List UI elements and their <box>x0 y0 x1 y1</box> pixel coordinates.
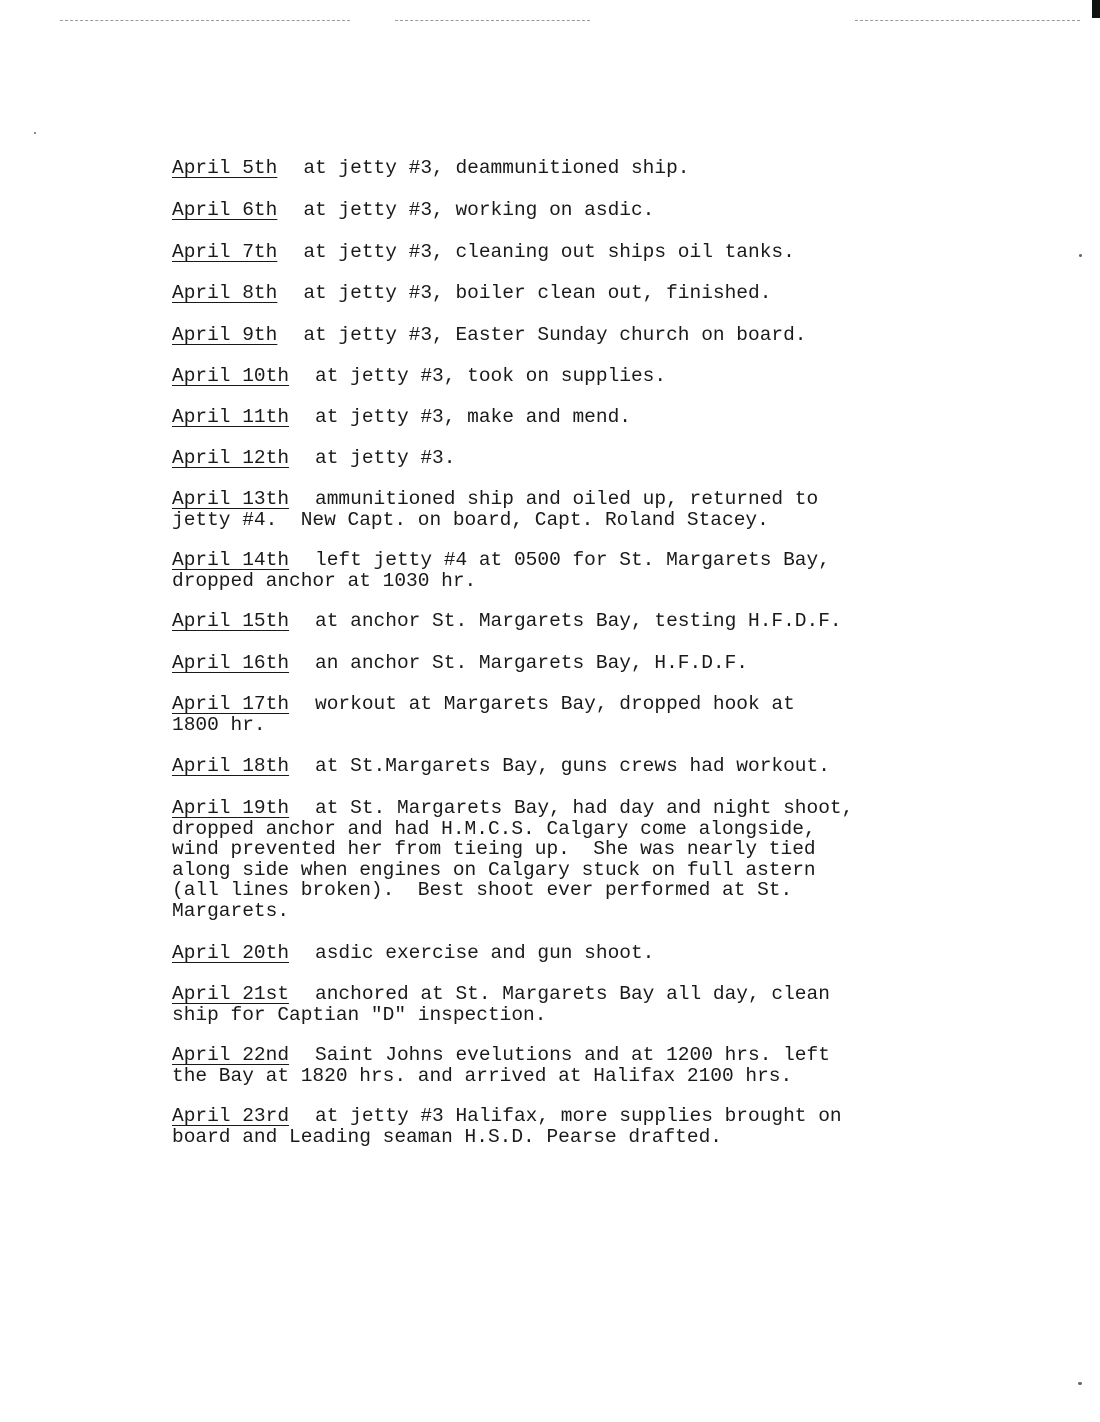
log-entry <box>172 756 830 777</box>
entry-text: at jetty #3, Easter Sunday church on board. <box>303 324 807 346</box>
entry-line <box>172 756 830 777</box>
entry-text: an anchor St. Margarets Bay, H.F.D.F. <box>315 652 749 674</box>
entry-line <box>172 860 853 881</box>
entry-date: April 5th <box>172 157 278 179</box>
entry-line <box>172 366 666 387</box>
entry-line <box>172 325 807 346</box>
log-entry <box>172 1045 830 1086</box>
log-entry <box>172 448 455 469</box>
entry-text: jetty #4. New Capt. on board, Capt. Roland Stacey. <box>172 508 769 531</box>
log-entry <box>172 242 795 263</box>
entry-line <box>172 1045 830 1066</box>
entry-line <box>172 653 748 674</box>
entry-line <box>172 943 654 964</box>
log-entry <box>172 200 654 221</box>
entry-text: at jetty #3, cleaning out ships oil tanks. <box>303 241 795 263</box>
scan-speck <box>1078 1382 1082 1385</box>
scan-speck <box>34 132 36 134</box>
entry-text: asdic exercise and gun shoot. <box>315 942 655 964</box>
log-entry <box>172 798 853 921</box>
entry-date: April 13th <box>172 488 290 510</box>
entry-text: wind prevented her from tieing up. She was nearly tied <box>172 838 816 860</box>
log-entry <box>172 984 830 1025</box>
entry-line <box>172 1066 830 1087</box>
entry-line <box>172 200 654 221</box>
entry-line <box>172 1005 830 1026</box>
entry-text: at jetty #3 Halifax, more supplies brought on <box>315 1105 842 1127</box>
entry-line <box>172 158 690 179</box>
entry-date: April 8th <box>172 282 278 304</box>
scan-edge-line <box>60 20 350 21</box>
entry-text: at jetty #3, took on supplies. <box>315 365 667 387</box>
entry-line <box>172 694 795 715</box>
entry-date: April 16th <box>172 652 290 674</box>
log-entry <box>172 366 666 387</box>
entry-date: April 20th <box>172 942 290 964</box>
entry-line <box>172 571 830 592</box>
entry-date: April 7th <box>172 241 278 263</box>
entry-text: (all lines broken). Best shoot ever performed at St. <box>172 879 793 901</box>
entry-line <box>172 1127 842 1148</box>
log-entry <box>172 943 654 964</box>
entry-text: Margarets. <box>172 899 290 922</box>
log-entry <box>172 158 690 179</box>
entry-line <box>172 510 818 531</box>
entry-text: at jetty #3, working on asdic. <box>303 199 655 221</box>
scan-edge-line <box>855 20 1080 21</box>
entry-date: April 21st <box>172 983 290 1005</box>
entry-text: along side when engines on Calgary stuck on full astern <box>172 858 816 881</box>
entry-text: dropped anchor and had H.M.C.S. Calgary come alongside, <box>172 817 816 840</box>
entry-date: April 9th <box>172 324 278 346</box>
scan-edge-mark <box>1092 0 1100 18</box>
entry-date: April 15th <box>172 610 290 632</box>
entry-text: left jetty #4 at 0500 for St. Margarets Bay, <box>315 549 830 571</box>
entry-text: 1800 hr. <box>172 713 266 736</box>
entry-text: the Bay at 1820 hrs. and arrived at Halifax 2100 hrs. <box>172 1064 793 1087</box>
entry-line <box>172 1106 842 1127</box>
entry-text: board and Leading seaman H.S.D. Pearse drafted. <box>172 1125 722 1148</box>
entry-date: April 12th <box>172 447 290 469</box>
entry-text: at jetty #3, make and mend. <box>315 406 631 428</box>
entry-text: ship for Captian "D" inspection. <box>172 1003 547 1026</box>
scan-speck <box>1079 254 1082 257</box>
log-entry <box>172 407 631 428</box>
entry-text: at St. Margarets Bay, had day and night shoot, <box>315 797 854 819</box>
entry-line <box>172 901 853 922</box>
entry-text: ammunitioned ship and oiled up, returned to <box>315 488 819 510</box>
log-entry <box>172 283 771 304</box>
entry-date: April 23rd <box>172 1105 290 1127</box>
entry-text: at jetty #3. <box>315 447 456 469</box>
log-entry <box>172 489 818 530</box>
log-entry <box>172 611 842 632</box>
entry-text: at anchor St. Margarets Bay, testing H.F.D.F. <box>315 610 842 632</box>
entry-line <box>172 880 853 901</box>
entry-text: at jetty #3, deammunitioned ship. <box>303 157 690 179</box>
entry-line <box>172 489 818 510</box>
entry-line <box>172 839 853 860</box>
entry-line <box>172 611 842 632</box>
log-entry <box>172 694 795 735</box>
entry-date: April 17th <box>172 693 290 715</box>
entry-text: at St.Margarets Bay, guns crews had workout. <box>315 755 830 777</box>
log-entry <box>172 325 807 346</box>
entry-line <box>172 550 830 571</box>
entry-line <box>172 819 853 840</box>
entry-date: April 11th <box>172 406 290 428</box>
entry-line <box>172 283 771 304</box>
entry-date: April 22nd <box>172 1044 290 1066</box>
entry-line <box>172 448 455 469</box>
entry-date: April 18th <box>172 755 290 777</box>
entry-line <box>172 984 830 1005</box>
scan-edge-line <box>395 20 590 21</box>
entry-text: workout at Margarets Bay, dropped hook at <box>315 693 795 715</box>
entry-date: April 14th <box>172 549 290 571</box>
log-entry <box>172 550 830 591</box>
entry-date: April 10th <box>172 365 290 387</box>
entry-date: April 19th <box>172 797 290 819</box>
entry-line <box>172 715 795 736</box>
log-entry <box>172 653 748 674</box>
entry-line <box>172 242 795 263</box>
entry-line <box>172 798 853 819</box>
entry-text: Saint Johns evelutions and at 1200 hrs. left <box>315 1044 830 1066</box>
log-entry <box>172 1106 842 1147</box>
entry-text: at jetty #3, boiler clean out, finished. <box>303 282 772 304</box>
entry-date: April 6th <box>172 199 278 221</box>
entry-line <box>172 407 631 428</box>
entry-text: anchored at St. Margarets Bay all day, clean <box>315 983 830 1005</box>
entry-text: dropped anchor at 1030 hr. <box>172 569 477 592</box>
